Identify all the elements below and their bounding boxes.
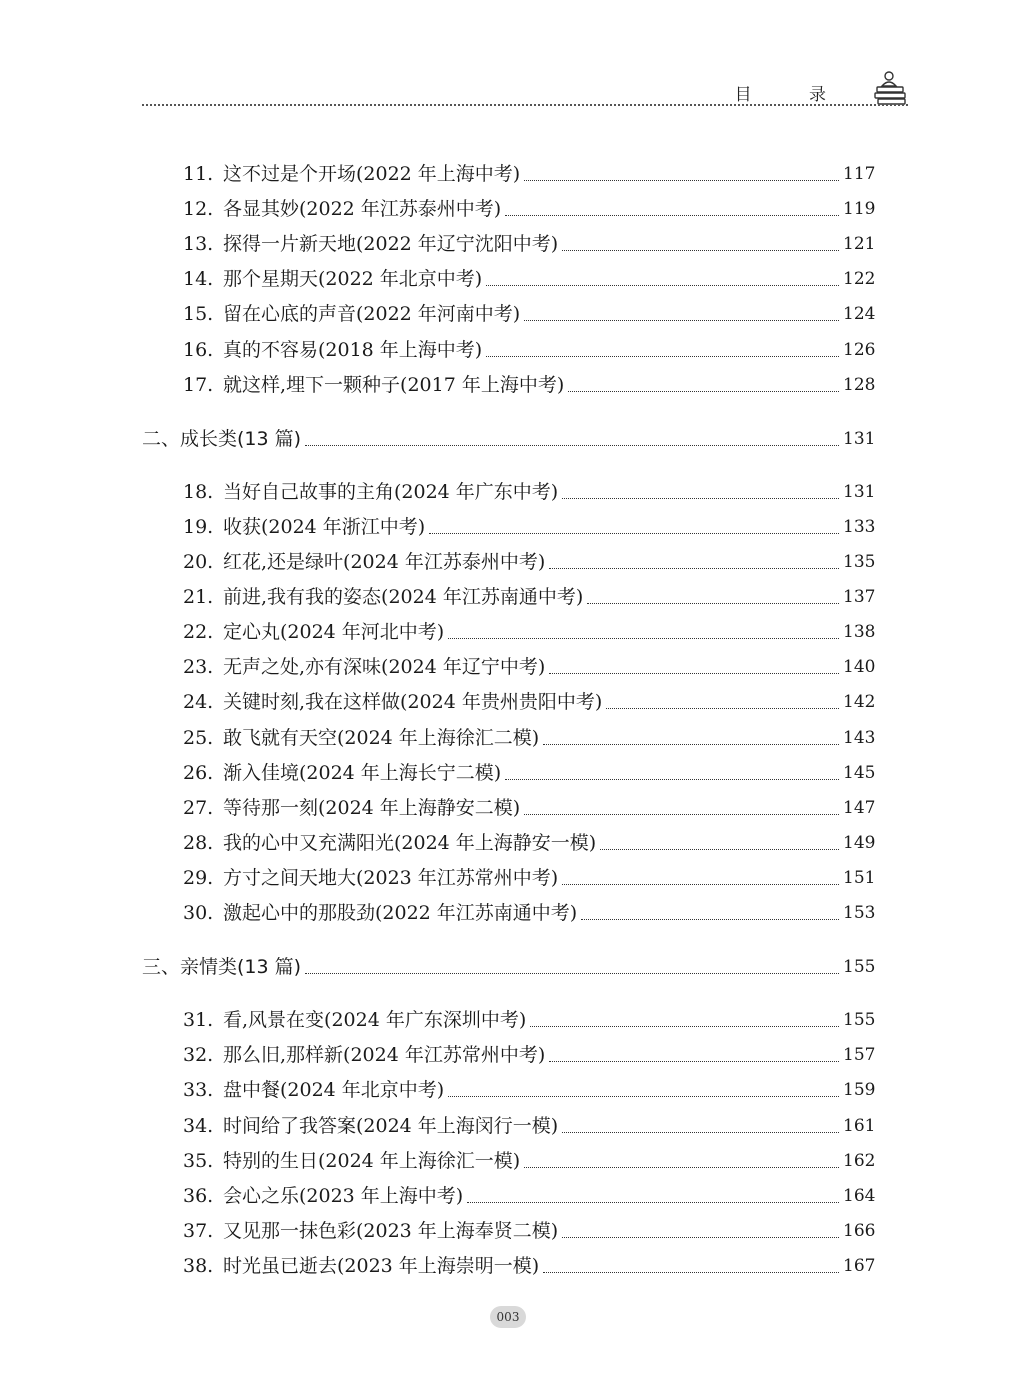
- toc-entry-number: 34.: [183, 1114, 214, 1137]
- toc-entry-title: 就这样,埋下一颗种子(2017 年上海中考): [223, 373, 565, 396]
- toc-entry: [183, 827, 876, 859]
- toc-entry: [183, 1004, 876, 1036]
- dot-leader: [568, 390, 839, 392]
- toc-page-number: 121: [843, 234, 876, 255]
- toc-page-number: 133: [843, 516, 876, 537]
- toc-entry-title: 这不过是个开场(2022 年上海中考): [223, 163, 521, 185]
- toc-section-title: 三、亲情类(13 篇): [142, 956, 302, 979]
- toc-entry-title: 关键时刻,我在这样做(2024 年贵州贵阳中考): [223, 691, 603, 714]
- toc-section: [142, 422, 876, 456]
- toc-page-number: 128: [843, 374, 876, 395]
- toc-entry-number: 30.: [183, 902, 214, 924]
- toc-entry-number: 15.: [183, 303, 214, 326]
- toc-entry-number: 17.: [183, 373, 214, 396]
- toc-entry: [183, 193, 876, 225]
- toc-entry-title: 那么旧,那样新(2024 年江苏常州中考): [223, 1044, 546, 1067]
- toc-entry: [183, 897, 876, 929]
- toc-entry-number: 38.: [183, 1254, 214, 1277]
- toc-entry-number: 28.: [183, 831, 214, 854]
- toc-page-number: 149: [843, 832, 876, 853]
- toc-page-number: 131: [843, 481, 876, 502]
- toc-entry-title: 会心之乐(2023 年上海中考): [223, 1184, 464, 1207]
- toc-entry-number: 22.: [183, 621, 214, 644]
- dot-leader: [562, 1236, 839, 1238]
- dot-leader: [543, 743, 839, 745]
- toc-entry: [183, 1145, 876, 1177]
- dot-leader: [562, 883, 839, 885]
- toc-entry: [183, 1180, 876, 1212]
- toc-entry-number: 18.: [183, 480, 214, 503]
- toc-entry: [183, 298, 876, 330]
- toc-entry-number: 27.: [183, 796, 214, 819]
- dot-leader: [562, 1131, 839, 1133]
- toc-entry-number: 26.: [183, 761, 214, 784]
- dot-leader: [486, 284, 839, 286]
- toc-entry-title: 真的不容易(2018 年上海中考): [223, 338, 483, 361]
- toc-entry-title: 各显其妙(2022 年江苏泰州中考): [223, 198, 502, 221]
- dot-leader: [524, 813, 839, 815]
- toc-entry-title: 当好自己故事的主角(2024 年广东中考): [223, 480, 559, 503]
- toc-page-number: 122: [843, 269, 876, 290]
- toc-page-number: 145: [843, 762, 876, 783]
- toc-page-number: 138: [843, 622, 876, 643]
- dot-leader: [600, 848, 839, 850]
- toc-entry-number: 21.: [183, 586, 214, 609]
- toc-entry: [183, 1110, 876, 1142]
- dot-leader: [562, 249, 839, 251]
- toc-entry: [183, 651, 876, 683]
- toc-entry: [183, 158, 876, 190]
- toc-entry-number: 35.: [183, 1149, 214, 1172]
- toc-entry: [183, 546, 876, 578]
- toc-entry: [183, 722, 876, 754]
- toc-page-number: 153: [843, 903, 876, 923]
- toc-page-number: 137: [843, 587, 876, 608]
- dot-leader: [549, 567, 839, 569]
- toc-page-number: 155: [843, 1010, 876, 1031]
- toc-entry-number: 31.: [183, 1009, 214, 1032]
- dot-leader: [524, 179, 839, 181]
- toc-entry-title: 无声之处,亦有深味(2024 年辽宁中考): [223, 656, 546, 679]
- toc-page-number: 135: [843, 552, 876, 572]
- toc-entry-number: 37.: [183, 1219, 214, 1242]
- toc-entry-title: 看,风景在变(2024 年广东深圳中考): [223, 1009, 527, 1032]
- toc-entry: [183, 792, 876, 824]
- toc-entry: [183, 757, 876, 789]
- toc-page-number: 147: [843, 797, 876, 818]
- toc-entry: [183, 334, 876, 366]
- dot-leader: [524, 319, 839, 321]
- toc-entry-title: 定心丸(2024 年河北中考): [223, 621, 445, 644]
- toc-entry: [183, 581, 876, 613]
- toc-entry-number: 19.: [183, 515, 214, 538]
- toc-entry-number: 16.: [183, 338, 214, 361]
- toc-entry-number: 13.: [183, 233, 214, 256]
- toc-section-title: 二、成长类(13 篇): [142, 427, 302, 450]
- toc-entry-title: 渐入佳境(2024 年上海长宁二模): [223, 761, 502, 784]
- stacked-books-icon: [872, 70, 908, 106]
- toc-entry: [183, 1215, 876, 1247]
- toc-entry-title: 敢飞就有天空(2024 年上海徐汇二模): [223, 726, 540, 749]
- toc-entry-title: 等待那一刻(2024 年上海静安二模): [223, 796, 521, 819]
- toc-page-number: 143: [843, 727, 876, 748]
- dot-leader: [305, 444, 839, 446]
- toc-entry-number: 20.: [183, 551, 214, 573]
- dot-leader: [530, 1025, 839, 1027]
- toc-entry-title: 激起心中的那股劲(2022 年江苏南通中考): [223, 902, 578, 924]
- toc-page-number: 151: [843, 867, 876, 888]
- toc-page-number: 124: [843, 304, 876, 325]
- toc-page-number: 131: [843, 428, 876, 449]
- toc-entry: [183, 476, 876, 508]
- toc-page-number: 157: [843, 1045, 876, 1066]
- dot-leader: [549, 1060, 839, 1062]
- dot-leader: [486, 355, 839, 357]
- dot-leader: [305, 972, 839, 974]
- dot-leader: [543, 1271, 839, 1273]
- toc-entry: [183, 1039, 876, 1071]
- toc-section: [142, 950, 876, 984]
- toc-page-number: 167: [843, 1255, 876, 1276]
- page-header: [142, 70, 908, 106]
- toc-page-number: 140: [843, 657, 876, 678]
- dot-leader: [429, 532, 839, 534]
- toc-entry-title: 盘中餐(2024 年北京中考): [223, 1079, 445, 1102]
- toc-entry-title: 特别的生日(2024 年上海徐汇一模): [223, 1149, 521, 1172]
- toc-entry-number: 12.: [183, 198, 214, 221]
- toc-entry: [183, 686, 876, 718]
- toc-page-number: 126: [843, 339, 876, 360]
- dot-leader: [581, 918, 839, 920]
- dot-leader: [587, 602, 839, 604]
- toc-entry-number: 33.: [183, 1079, 214, 1102]
- toc-entry-title: 红花,还是绿叶(2024 年江苏泰州中考): [223, 551, 546, 573]
- dot-leader: [448, 1095, 839, 1097]
- toc-entry: [183, 862, 876, 894]
- dot-leader: [505, 778, 839, 780]
- toc-entry-title: 时光虽已逝去(2023 年上海崇明一模): [223, 1254, 540, 1277]
- toc-page-number: 155: [843, 957, 876, 978]
- toc-page-number: 166: [843, 1220, 876, 1241]
- toc-entry-number: 32.: [183, 1044, 214, 1067]
- toc-entry-title: 前进,我有我的姿态(2024 年江苏南通中考): [223, 586, 584, 609]
- toc-entry-title: 留在心底的声音(2022 年河南中考): [223, 303, 521, 326]
- toc-entry-title: 又见那一抹色彩(2023 年上海奉贤二模): [223, 1219, 559, 1242]
- toc-page-number: 119: [843, 199, 876, 220]
- toc-entry-title: 探得一片新天地(2022 年辽宁沈阳中考): [223, 233, 559, 256]
- toc-entry: [183, 1250, 876, 1282]
- toc-entry-number: 25.: [183, 726, 214, 749]
- dot-leader: [467, 1201, 839, 1203]
- toc-entry-title: 时间给了我答案(2024 年上海闵行一模): [223, 1114, 559, 1137]
- toc-entry: [183, 228, 876, 260]
- page-number-badge: 003: [490, 1306, 526, 1328]
- toc-entry-number: 23.: [183, 656, 214, 679]
- header-dotted-rule: [142, 104, 908, 106]
- toc-entry-number: 11.: [183, 163, 214, 185]
- toc-page-number: 142: [843, 692, 876, 713]
- toc-page-number: 164: [843, 1185, 876, 1206]
- toc-entry-number: 36.: [183, 1184, 214, 1207]
- toc-entry-title: 方寸之间天地大(2023 年江苏常州中考): [223, 866, 559, 889]
- toc-entry-title: 那个星期天(2022 年北京中考): [223, 268, 483, 291]
- dot-leader: [606, 707, 839, 709]
- toc-entry-number: 29.: [183, 866, 214, 889]
- toc-entry: [183, 1074, 876, 1106]
- dot-leader: [549, 672, 839, 674]
- toc-entry: [183, 369, 876, 401]
- toc-entry: [183, 263, 876, 295]
- toc-page-number: 159: [843, 1080, 876, 1101]
- toc-entry: [183, 616, 876, 648]
- dot-leader: [448, 637, 839, 639]
- toc-entry: [183, 511, 876, 543]
- dot-leader: [505, 214, 839, 216]
- toc-page-number: 117: [843, 164, 876, 184]
- toc-entry-title: 我的心中又充满阳光(2024 年上海静安一模): [223, 831, 597, 854]
- header-title: 目 录: [734, 85, 852, 105]
- toc-page-number: 162: [843, 1150, 876, 1171]
- dot-leader: [562, 497, 839, 499]
- toc-entry-title: 收获(2024 年浙江中考): [223, 515, 426, 538]
- toc-entry-number: 24.: [183, 691, 214, 714]
- toc-entry-number: 14.: [183, 268, 214, 291]
- toc-page-number: 161: [843, 1115, 876, 1136]
- dot-leader: [524, 1166, 839, 1168]
